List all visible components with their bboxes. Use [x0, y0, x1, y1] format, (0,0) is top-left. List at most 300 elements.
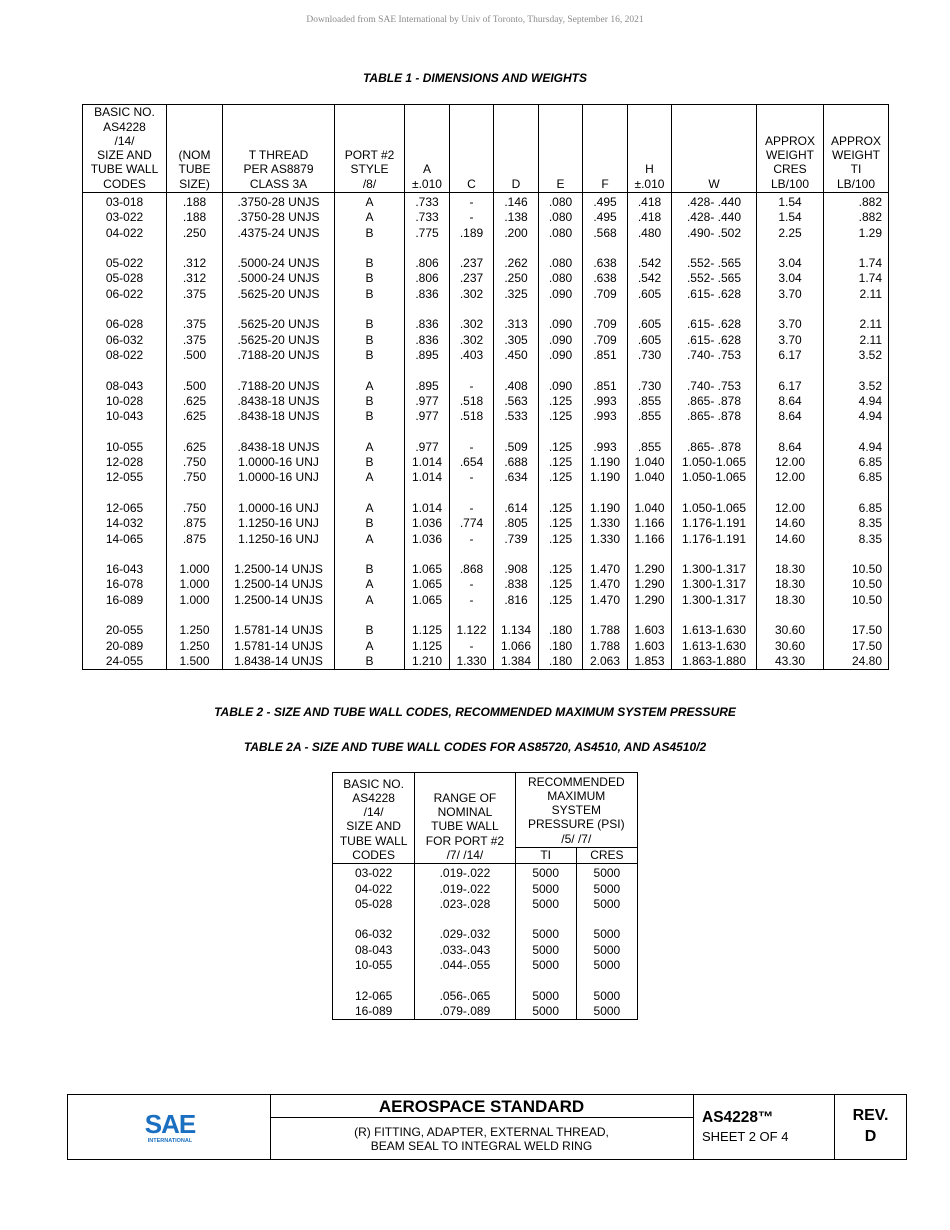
table1-cell-weight-cres: 14.60	[757, 532, 824, 547]
table1-cell-port-style: A	[335, 470, 405, 485]
table1-cell-w: 1.300-1.317	[672, 593, 757, 608]
table1-header-h	[628, 105, 672, 193]
table1-cell-a: .895	[405, 348, 450, 363]
table1-cell-codes: 05-028	[83, 271, 167, 286]
table1-cell-e: .090	[539, 317, 583, 332]
table2-row	[333, 989, 638, 1004]
spacer-cell	[757, 547, 824, 562]
spacer-cell	[83, 486, 167, 501]
table1-cell-h: .480	[628, 226, 672, 241]
spacer-cell	[167, 302, 223, 317]
table2-cell-ti: 5000	[515, 989, 576, 1004]
table1-cell-weight-cres: 30.60	[757, 623, 824, 638]
table1-header-d	[494, 105, 539, 193]
table1-cell-weight-ti: .882	[824, 193, 889, 211]
revision-label: REV.	[852, 1107, 889, 1124]
table1-cell-d: .313	[494, 317, 539, 332]
table1-cell-e: .125	[539, 593, 583, 608]
spacer-cell	[167, 547, 223, 562]
table1-cell-weight-ti: 10.50	[824, 593, 889, 608]
header-line: WEIGHT	[832, 148, 880, 163]
table2-cell-range: .019-.022	[415, 882, 515, 897]
spacer-cell	[450, 241, 494, 256]
table1-header-row	[83, 105, 889, 193]
table1-cell-e: .125	[539, 394, 583, 409]
table1-cell-c: .518	[450, 394, 494, 409]
table1-cell-a: 1.065	[405, 562, 450, 577]
table1-cell-a: 1.210	[405, 654, 450, 670]
table2-cell-range: .029-.032	[415, 927, 515, 942]
table1-cell-t-thread: .8438-18 UNJS	[223, 440, 335, 455]
table1-cell-weight-cres: 3.04	[757, 256, 824, 271]
table1-cell-h: .605	[628, 287, 672, 302]
table1-cell-t-thread: 1.2500-14 UNJS	[223, 562, 335, 577]
table1-cell-weight-ti: 10.50	[824, 577, 889, 592]
spacer-cell	[223, 547, 335, 562]
table1-cell-weight-ti: 10.50	[824, 562, 889, 577]
header-line: PORT #2	[344, 148, 395, 163]
spacer-cell	[415, 973, 515, 988]
revision-value: D	[864, 1128, 877, 1145]
table2-cell-code: 16-089	[333, 1004, 415, 1020]
spacer-cell	[757, 424, 824, 439]
table1-cell-codes: 20-089	[83, 639, 167, 654]
table2-header-pressure	[515, 773, 637, 848]
table1-cell-t-thread: .5000-24 UNJS	[223, 271, 335, 286]
table1-cell-d: .262	[494, 256, 539, 271]
spacer-cell	[539, 424, 583, 439]
table1-cell-nom-tube-size: .375	[167, 287, 223, 302]
spacer-cell	[672, 241, 757, 256]
table1-cell-port-style: B	[335, 623, 405, 638]
table1-cell-nom-tube-size: .250	[167, 226, 223, 241]
table1-cell-w: .615- .628	[672, 333, 757, 348]
standard-title: AEROSPACE STANDARD	[270, 1095, 693, 1118]
table1-cell-d: .325	[494, 287, 539, 302]
table1-cell-weight-ti: 1.74	[824, 256, 889, 271]
table1-cell-a: 1.014	[405, 470, 450, 485]
table1-cell-d: .509	[494, 440, 539, 455]
table1-cell-h: 1.290	[628, 562, 672, 577]
spacer-cell	[583, 241, 628, 256]
table2-cell-cres: 5000	[576, 897, 637, 912]
table1-cell-port-style: B	[335, 394, 405, 409]
table1-cell-w: .552- .565	[672, 271, 757, 286]
table1-cell-weight-ti: 17.50	[824, 623, 889, 638]
table1-cell-h: .730	[628, 348, 672, 363]
spacer-cell	[494, 302, 539, 317]
table1-cell-d: .908	[494, 562, 539, 577]
table2-cell-cres: 5000	[576, 943, 637, 958]
table1-cell-e: .125	[539, 440, 583, 455]
table1-cell-c: .868	[450, 562, 494, 577]
table2-cell-code: 08-043	[333, 943, 415, 958]
table1-spacer-row	[83, 486, 889, 501]
spacer-cell	[223, 486, 335, 501]
standard-description	[270, 1125, 693, 1153]
table2-header-cres: CRES	[576, 848, 637, 864]
table1-row	[83, 287, 889, 302]
header-line: A	[422, 162, 431, 177]
table1-cell-codes: 16-089	[83, 593, 167, 608]
spacer-cell	[223, 302, 335, 317]
header-line: H	[645, 162, 654, 177]
table1-cell-h: 1.853	[628, 654, 672, 670]
table1-cell-w: .865- .878	[672, 394, 757, 409]
table1-cell-e: .080	[539, 193, 583, 211]
spacer-cell	[515, 912, 576, 927]
spacer-cell	[335, 363, 405, 378]
table1-cell-codes: 10-055	[83, 440, 167, 455]
table1-cell-nom-tube-size: .750	[167, 501, 223, 516]
table1-cell-h: 1.040	[628, 470, 672, 485]
header-line: T THREAD	[248, 148, 309, 163]
table1-cell-e: .125	[539, 532, 583, 547]
table1-cell-codes: 06-028	[83, 317, 167, 332]
table1-cell-nom-tube-size: .500	[167, 379, 223, 394]
table2-spacer-row	[333, 973, 638, 988]
table1-spacer-row	[83, 241, 889, 256]
table1-cell-e: .080	[539, 256, 583, 271]
table1-header-f	[583, 105, 628, 193]
table2-cell-ti: 5000	[515, 1004, 576, 1020]
spacer-cell	[167, 608, 223, 623]
table1-cell-h: 1.040	[628, 501, 672, 516]
table1-cell-e: .090	[539, 287, 583, 302]
table1-cell-port-style: B	[335, 654, 405, 670]
spacer-cell	[824, 424, 889, 439]
table1-cell-c: .237	[450, 256, 494, 271]
table2-cell-cres: 5000	[576, 927, 637, 942]
table1-cell-f: .709	[583, 333, 628, 348]
header-line: /8/	[362, 176, 377, 191]
table1-cell-port-style: A	[335, 379, 405, 394]
table1-cell-a: 1.036	[405, 532, 450, 547]
spacer-cell	[628, 547, 672, 562]
table1-cell-c: -	[450, 470, 494, 485]
table1-cell-a: .775	[405, 226, 450, 241]
spacer-cell	[83, 302, 167, 317]
table1-cell-a: .836	[405, 333, 450, 348]
table1-row	[83, 532, 889, 547]
table1-cell-t-thread: 1.5781-14 UNJS	[223, 623, 335, 638]
table1-cell-t-thread: 1.5781-14 UNJS	[223, 639, 335, 654]
spacer-cell	[494, 363, 539, 378]
spacer-cell	[576, 973, 637, 988]
table1-header-weight-ti	[824, 105, 889, 193]
table1-cell-a: .977	[405, 409, 450, 424]
table1-cell-nom-tube-size: .188	[167, 210, 223, 225]
table2-cell-ti: 5000	[515, 897, 576, 912]
spacer-cell	[672, 486, 757, 501]
table1-cell-nom-tube-size: .750	[167, 455, 223, 470]
table1-row	[83, 440, 889, 455]
description-line-2: BEAM SEAL TO INTEGRAL WELD RING	[370, 1139, 593, 1153]
table1-cell-a: .733	[405, 210, 450, 225]
spacer-cell	[83, 363, 167, 378]
header-line: BASIC NO.	[94, 105, 155, 120]
table1-cell-weight-cres: 12.00	[757, 455, 824, 470]
spacer-cell	[494, 547, 539, 562]
spacer-cell	[450, 363, 494, 378]
table1-cell-w: .740- .753	[672, 379, 757, 394]
table1-cell-a: 1.065	[405, 593, 450, 608]
table1-cell-a: 1.036	[405, 516, 450, 531]
spacer-cell	[494, 486, 539, 501]
table1-spacer-row	[83, 547, 889, 562]
spacer-cell	[223, 424, 335, 439]
header-line: /7/ /14/	[446, 848, 484, 862]
table2-row	[333, 958, 638, 973]
table1-cell-c: .189	[450, 226, 494, 241]
spacer-cell	[672, 424, 757, 439]
table1-cell-e: .090	[539, 333, 583, 348]
spacer-cell	[583, 608, 628, 623]
header-line: TUBE WALL	[339, 833, 408, 848]
table1-cell-codes: 04-022	[83, 226, 167, 241]
table1-cell-port-style: A	[335, 532, 405, 547]
table1-cell-weight-ti: 3.52	[824, 348, 889, 363]
table1-cell-weight-ti: 3.52	[824, 379, 889, 394]
table1-cell-port-style: B	[335, 333, 405, 348]
header-line: RECOMMENDED	[527, 774, 625, 789]
table2-spacer-row	[333, 912, 638, 927]
table1-cell-port-style: A	[335, 210, 405, 225]
table1-cell-codes: 05-022	[83, 256, 167, 271]
table1-cell-weight-cres: 18.30	[757, 593, 824, 608]
table1-header-w	[672, 105, 757, 193]
header-line: PRESSURE (PSI)	[527, 817, 625, 832]
header-line: W	[708, 176, 720, 191]
sheet-number: SHEET 2 OF 4	[702, 1129, 789, 1144]
pressure-table	[332, 772, 638, 1020]
spacer-cell	[415, 912, 515, 927]
table1-cell-h: 1.290	[628, 577, 672, 592]
table1-cell-nom-tube-size: .500	[167, 348, 223, 363]
table1-cell-t-thread: 1.8438-14 UNJS	[223, 654, 335, 670]
table1-cell-e: .180	[539, 654, 583, 670]
table1-cell-h: .542	[628, 271, 672, 286]
table1-row	[83, 226, 889, 241]
table1-cell-t-thread: 1.0000-16 UNJ	[223, 455, 335, 470]
table1-cell-nom-tube-size: 1.000	[167, 577, 223, 592]
table1-cell-a: .977	[405, 440, 450, 455]
table1-cell-f: 1.330	[583, 532, 628, 547]
spacer-cell	[628, 424, 672, 439]
table1-cell-t-thread: 1.1250-16 UNJ	[223, 532, 335, 547]
spacer-cell	[583, 363, 628, 378]
table1-cell-nom-tube-size: 1.000	[167, 593, 223, 608]
table1-cell-f: .851	[583, 348, 628, 363]
table1-header-nom-tube-size	[167, 105, 223, 193]
table1-cell-nom-tube-size: .625	[167, 394, 223, 409]
table1-cell-e: .080	[539, 226, 583, 241]
table1-cell-d: .305	[494, 333, 539, 348]
table1-row	[83, 639, 889, 654]
table1-cell-codes: 08-043	[83, 379, 167, 394]
header-line: FOR PORT #2	[425, 833, 505, 848]
table1-cell-h: .418	[628, 193, 672, 211]
table1-cell-f: 1.330	[583, 516, 628, 531]
table1-cell-w: 1.613-1.630	[672, 623, 757, 638]
table1-cell-f: .851	[583, 379, 628, 394]
table1-cell-weight-ti: 17.50	[824, 639, 889, 654]
spacer-cell	[672, 608, 757, 623]
table1-cell-weight-ti: 2.11	[824, 287, 889, 302]
title-cell	[270, 1095, 694, 1159]
revision-cell	[835, 1095, 906, 1159]
table1-cell-t-thread: 1.0000-16 UNJ	[223, 470, 335, 485]
table1-cell-t-thread: .3750-28 UNJS	[223, 210, 335, 225]
table1-cell-codes: 08-022	[83, 348, 167, 363]
table1-cell-w: 1.176-1.191	[672, 516, 757, 531]
table1-cell-h: .542	[628, 256, 672, 271]
table1-cell-a: .977	[405, 394, 450, 409]
description-line-1: (R) FITTING, ADAPTER, EXTERNAL THREAD,	[354, 1125, 609, 1139]
table1-cell-h: .855	[628, 394, 672, 409]
header-line: ±.010	[634, 176, 665, 191]
table1-cell-w: 1.050-1.065	[672, 501, 757, 516]
table1-cell-a: .895	[405, 379, 450, 394]
table2-cell-range: .044-.055	[415, 958, 515, 973]
table1-cell-t-thread: .3750-28 UNJS	[223, 193, 335, 211]
table1-cell-f: 1.190	[583, 501, 628, 516]
table1-cell-d: .146	[494, 193, 539, 211]
spacer-cell	[335, 486, 405, 501]
table2-cell-ti: 5000	[515, 882, 576, 897]
table1-cell-c: -	[450, 532, 494, 547]
table1-row	[83, 333, 889, 348]
table1-cell-w: .490- .502	[672, 226, 757, 241]
spacer-cell	[757, 363, 824, 378]
table2-caption: TABLE 2 - SIZE AND TUBE WALL CODES, RECOMMENDED MAXIMUM SYSTEM PRESSURE	[214, 705, 736, 719]
table1-cell-e: .125	[539, 409, 583, 424]
table1-cell-port-style: B	[335, 271, 405, 286]
table1-cell-w: .428- .440	[672, 210, 757, 225]
table1-cell-d: .408	[494, 379, 539, 394]
table1-cell-h: .855	[628, 440, 672, 455]
dimensions-weights-table	[82, 104, 889, 670]
table1-cell-a: 1.014	[405, 455, 450, 470]
table1-cell-c: -	[450, 501, 494, 516]
table2-row	[333, 943, 638, 958]
table1-cell-nom-tube-size: 1.000	[167, 562, 223, 577]
table2-cell-range: .079-.089	[415, 1004, 515, 1020]
table1-cell-weight-ti: 4.94	[824, 409, 889, 424]
header-line: (NOM	[178, 148, 211, 163]
table1-cell-t-thread: 1.0000-16 UNJ	[223, 501, 335, 516]
table1-cell-weight-cres: 3.70	[757, 317, 824, 332]
table1-cell-t-thread: .5000-24 UNJS	[223, 256, 335, 271]
table1-row	[83, 501, 889, 516]
table2-cell-ti: 5000	[515, 943, 576, 958]
table1-cell-weight-cres: 8.64	[757, 440, 824, 455]
table1-cell-f: 1.788	[583, 623, 628, 638]
table1-cell-nom-tube-size: .312	[167, 256, 223, 271]
spacer-cell	[405, 608, 450, 623]
spacer-cell	[628, 608, 672, 623]
table1-cell-weight-ti: 2.11	[824, 333, 889, 348]
spacer-cell	[672, 302, 757, 317]
table2-cell-code: 06-032	[333, 927, 415, 942]
table1-cell-c: -	[450, 193, 494, 211]
table1-cell-h: 1.166	[628, 516, 672, 531]
table1-cell-weight-ti: 4.94	[824, 440, 889, 455]
table1-cell-codes: 10-043	[83, 409, 167, 424]
table1-cell-w: .740- .753	[672, 348, 757, 363]
table1-cell-c: .774	[450, 516, 494, 531]
table1-cell-nom-tube-size: .875	[167, 516, 223, 531]
table2-header-ti: TI	[515, 848, 576, 864]
table1-cell-d: .739	[494, 532, 539, 547]
spacer-cell	[405, 302, 450, 317]
spacer-cell	[450, 486, 494, 501]
table1-cell-h: 1.603	[628, 639, 672, 654]
sae-logo-text: SAE	[144, 1109, 196, 1139]
table1-cell-nom-tube-size: .625	[167, 409, 223, 424]
title-block	[67, 1094, 907, 1160]
table1-cell-d: .563	[494, 394, 539, 409]
sae-logo	[140, 1109, 200, 1145]
table1-cell-f: .638	[583, 256, 628, 271]
table2-row	[333, 897, 638, 912]
table2-cell-cres: 5000	[576, 989, 637, 1004]
table1-cell-weight-cres: 1.54	[757, 193, 824, 211]
spacer-cell	[83, 608, 167, 623]
table1-row	[83, 317, 889, 332]
table1-header-a	[405, 105, 450, 193]
spacer-cell	[83, 547, 167, 562]
table1-cell-port-style: A	[335, 639, 405, 654]
table1-row	[83, 409, 889, 424]
spacer-cell	[335, 547, 405, 562]
header-line: AS4228	[103, 119, 146, 134]
table1-cell-f: .495	[583, 210, 628, 225]
logo-cell	[68, 1095, 271, 1159]
table2-cell-range: .023-.028	[415, 897, 515, 912]
table2-row	[333, 864, 638, 882]
table1-cell-d: 1.384	[494, 654, 539, 670]
spacer-cell	[223, 363, 335, 378]
table2-cell-ti: 5000	[515, 958, 576, 973]
table1-cell-port-style: B	[335, 455, 405, 470]
table1-cell-nom-tube-size: .312	[167, 271, 223, 286]
table1-cell-nom-tube-size: 1.250	[167, 623, 223, 638]
table1-cell-weight-cres: 14.60	[757, 516, 824, 531]
table2-row	[333, 1004, 638, 1020]
spacer-cell	[83, 241, 167, 256]
table1-cell-h: 1.040	[628, 455, 672, 470]
header-line: CLASS 3A	[249, 176, 308, 191]
table1-cell-codes: 03-018	[83, 193, 167, 211]
header-line: PER AS8879	[243, 162, 314, 177]
table1-cell-t-thread: 1.2500-14 UNJS	[223, 577, 335, 592]
spacer-cell	[824, 547, 889, 562]
table1-cell-weight-ti: 1.74	[824, 271, 889, 286]
table1-cell-h: .855	[628, 409, 672, 424]
table1-cell-e: .125	[539, 577, 583, 592]
table1-cell-codes: 03-022	[83, 210, 167, 225]
header-line: TUBE WALL	[90, 162, 159, 177]
header-line: E	[556, 176, 565, 191]
table1-cell-w: .865- .878	[672, 440, 757, 455]
table1-cell-nom-tube-size: .875	[167, 532, 223, 547]
table1-cell-codes: 20-055	[83, 623, 167, 638]
download-note: Downloaded from SAE International by Univ of Toronto, Thursday, September 16, 2021	[306, 15, 644, 25]
table2-cell-range: .056-.065	[415, 989, 515, 1004]
table1-cell-c: -	[450, 379, 494, 394]
table1-row	[83, 470, 889, 485]
